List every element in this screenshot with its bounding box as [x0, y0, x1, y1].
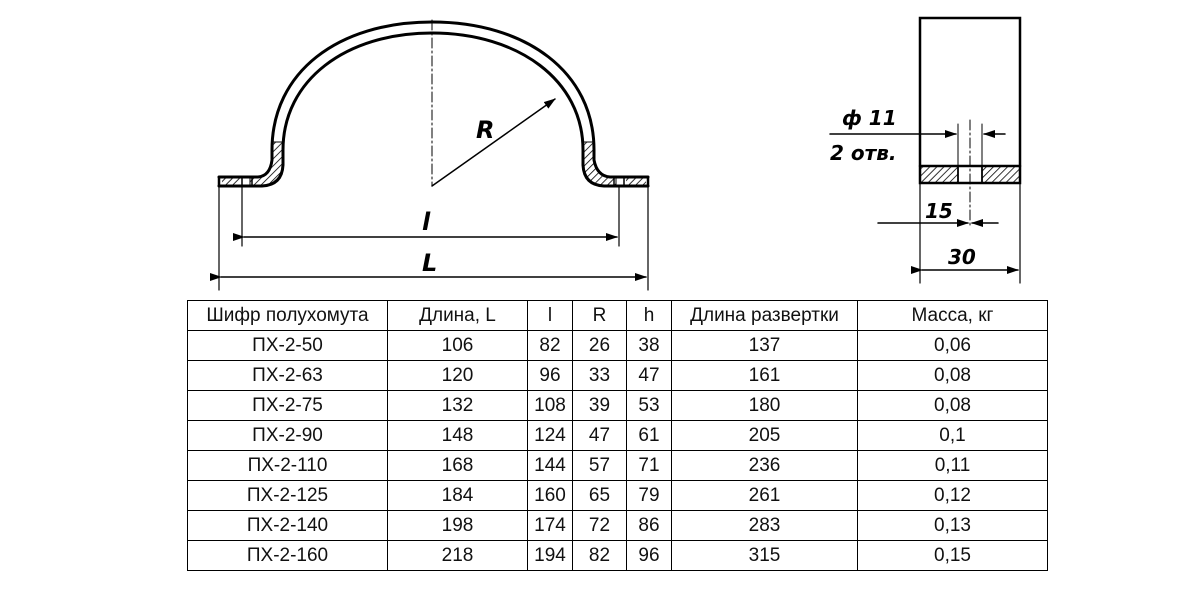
header-mass: Масса, кг — [858, 301, 1048, 331]
cell-code: ПХ-2-63 — [188, 361, 388, 391]
cell-length-L: 168 — [388, 451, 528, 481]
cell-mass: 0,12 — [858, 481, 1048, 511]
cell-code: ПХ-2-75 — [188, 391, 388, 421]
cell-l: 144 — [528, 451, 573, 481]
cell-l: 124 — [528, 421, 573, 451]
cell-h: 47 — [627, 361, 672, 391]
cell-l: 108 — [528, 391, 573, 421]
cell-R: 33 — [573, 361, 627, 391]
left-flange-hatch — [222, 177, 240, 186]
cell-mass: 0,08 — [858, 361, 1048, 391]
cell-development-length: 205 — [672, 421, 858, 451]
left-bend-hatch — [250, 142, 283, 186]
cell-mass: 0,06 — [858, 331, 1048, 361]
cell-code: ПХ-2-140 — [188, 511, 388, 541]
cell-h: 96 — [627, 541, 672, 571]
cell-h: 38 — [627, 331, 672, 361]
cell-l: 194 — [528, 541, 573, 571]
cell-length-L: 218 — [388, 541, 528, 571]
cell-code: ПХ-2-125 — [188, 481, 388, 511]
cell-length-L: 198 — [388, 511, 528, 541]
header-length-L: Длина, L — [388, 301, 528, 331]
dim-30-label: 30 — [948, 245, 976, 269]
cell-mass: 0,13 — [858, 511, 1048, 541]
header-R: R — [573, 301, 627, 331]
cell-code: ПХ-2-90 — [188, 421, 388, 451]
cell-length-L: 132 — [388, 391, 528, 421]
table-row — [188, 421, 1048, 451]
cell-h: 61 — [627, 421, 672, 451]
cell-R: 26 — [573, 331, 627, 361]
cell-mass: 0,1 — [858, 421, 1048, 451]
cell-R: 47 — [573, 421, 627, 451]
cell-development-length: 137 — [672, 331, 858, 361]
cell-development-length: 236 — [672, 451, 858, 481]
cell-mass: 0,15 — [858, 541, 1048, 571]
cell-development-length: 261 — [672, 481, 858, 511]
dim-15-label: 15 — [925, 199, 953, 223]
table-row — [188, 391, 1048, 421]
specification-table — [187, 300, 1048, 571]
right-flange-hatch — [626, 177, 646, 186]
side-left-hatch — [920, 166, 958, 183]
cell-R: 39 — [573, 391, 627, 421]
table-row — [188, 451, 1048, 481]
cell-length-L: 106 — [388, 331, 528, 361]
table-header-row — [188, 301, 1048, 331]
cell-R: 65 — [573, 481, 627, 511]
radius-label: R — [476, 116, 495, 144]
cell-h: 71 — [627, 451, 672, 481]
right-bend-hatch — [583, 142, 616, 186]
header-l: l — [528, 301, 573, 331]
side-right-hatch — [982, 166, 1020, 183]
cell-h: 79 — [627, 481, 672, 511]
cell-h: 53 — [627, 391, 672, 421]
cell-l: 160 — [528, 481, 573, 511]
cell-R: 72 — [573, 511, 627, 541]
header-development-length: Длина развертки — [672, 301, 858, 331]
cell-h: 86 — [627, 511, 672, 541]
header-code: Шифр полухомута — [188, 301, 388, 331]
cell-l: 174 — [528, 511, 573, 541]
cell-code: ПХ-2-160 — [188, 541, 388, 571]
table-row — [188, 541, 1048, 571]
cell-code: ПХ-2-110 — [188, 451, 388, 481]
cell-length-L: 120 — [388, 361, 528, 391]
cell-length-L: 148 — [388, 421, 528, 451]
cell-code: ПХ-2-50 — [188, 331, 388, 361]
inner-length-label: l — [422, 208, 431, 236]
cell-development-length: 161 — [672, 361, 858, 391]
cell-development-length: 283 — [672, 511, 858, 541]
cell-R: 57 — [573, 451, 627, 481]
cell-l: 82 — [528, 331, 573, 361]
cell-development-length: 180 — [672, 391, 858, 421]
table-row — [188, 511, 1048, 541]
table-row — [188, 481, 1048, 511]
cell-l: 96 — [528, 361, 573, 391]
cell-development-length: 315 — [672, 541, 858, 571]
hole-count-label: 2 отв. — [830, 141, 897, 165]
cell-mass: 0,08 — [858, 391, 1048, 421]
cell-length-L: 184 — [388, 481, 528, 511]
header-h: h — [627, 301, 672, 331]
cell-R: 82 — [573, 541, 627, 571]
table-row — [188, 331, 1048, 361]
outer-length-label: L — [422, 249, 438, 277]
cell-mass: 0,11 — [858, 451, 1048, 481]
table-row — [188, 361, 1048, 391]
hole-diameter-label: ф 11 — [842, 106, 897, 130]
